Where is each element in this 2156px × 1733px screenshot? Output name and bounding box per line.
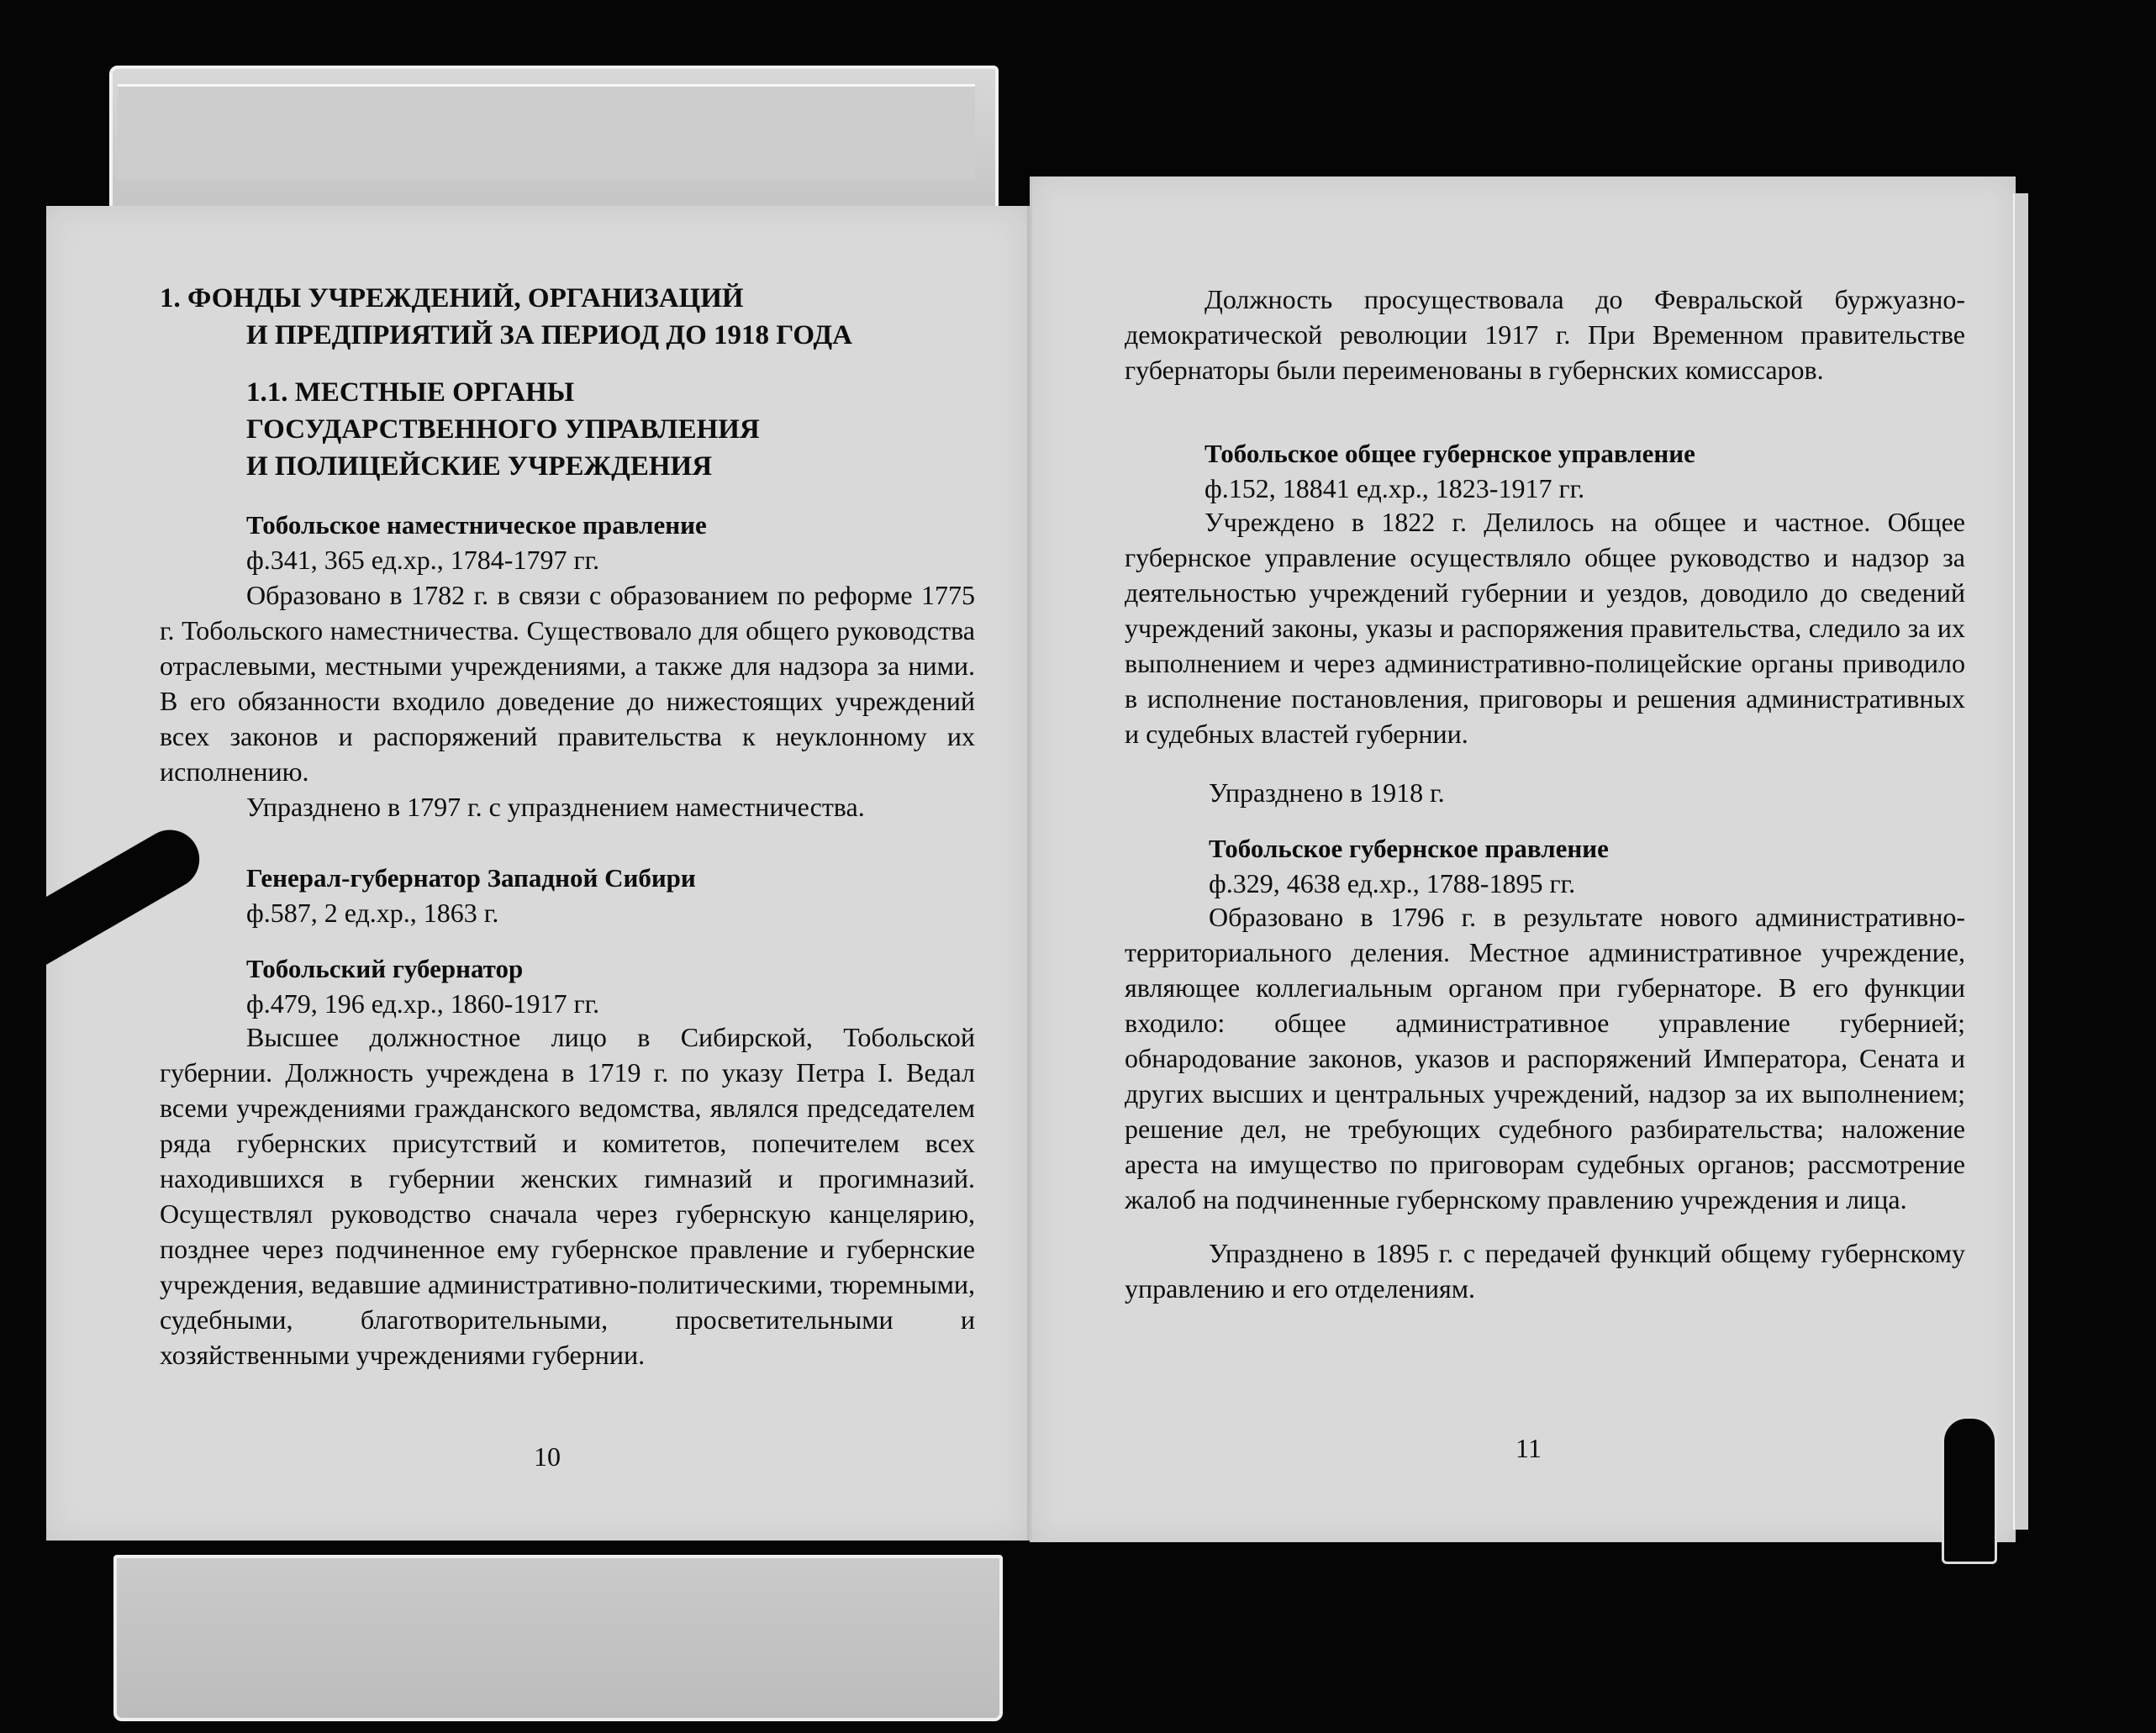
entry-body-namestnicheskoe: Образовано в 1782 г. в связи с образованием по реформе 1775 г. Тобольского наместничества. Существовало для общего руководства отраслевыми, местными учреждениями, а также для надзора за ними. В его обязанности входило доведение до нижестоящих учреждений всех законов и распоряжений правительства к неуклонному их исполнению. xyxy=(160,580,975,787)
entry-title-namestnicheskoe: Тобольское наместническое правление xyxy=(246,510,707,540)
entry-title-gubernskoe-pravlenie: Тобольское губернское правление xyxy=(1209,834,1609,863)
entry-body-gubernskoe-pravlenie: Образовано в 1796 г. в результате нового административно-территориального деления. Местное административное учреждение, являющее коллегиальным органом при губернаторе. В его функции входило: общее административное управление губернией; обнародование законов, указов и распоряжений Императора, Сената и других высших и центральных учреждений, надзор за их выполнением; решение дел, не требующих судебного разбирательства; наложение ареста на имущество по приговорам судебных органов; рассмотрение жалоб на подчиненные губернскому правлению учреждения и лица. xyxy=(1125,902,1965,1214)
entry-title-governor: Тобольский губернатор xyxy=(246,954,524,983)
right-page xyxy=(1030,176,2016,1542)
entry-title-general-governor: Генерал-губернатор Западной Сибири xyxy=(246,863,696,893)
entry-ref-general-governor: ф.587, 2 ед.хр., 1863 г. xyxy=(246,898,499,928)
entry-end-namestnicheskoe: Упразднено в 1797 г. с упразднением наместничества. xyxy=(246,792,865,822)
entry-ref-governor: ф.479, 196 ед.хр., 1860-1917 гг. xyxy=(246,988,600,1019)
page-clip-right xyxy=(1942,1416,1997,1564)
entry-body-obshchee-upravlenie: Учреждено в 1822 г. Делилось на общее и частное. Общее губернское управление осуществляло общее руководство и надзор за деятельностью учреждений губернии и уездов, доводило до сведений учреждений законы, указы и распоряжения правительства, следило за их выполнением и через административно-полицейские органы приводило в исполнение постановления, приговоры и решения административных и судебных властей губернии. xyxy=(1125,507,1965,749)
entry-end-obshchee-upravlenie: Упразднено в 1918 г. xyxy=(1209,777,1445,808)
entry-ref-gubernskoe-pravlenie: ф.329, 4638 ед.хр., 1788-1895 гг. xyxy=(1209,868,1576,898)
intro-paragraph: Должность просуществовала до Февральской буржуазно-демократической революции 1917 г. При Временном правительстве губернаторы были переименованы в губернских комиссаров. xyxy=(1125,284,1965,385)
entry-ref-obshchee-upravlenie: ф.152, 18841 ед.хр., 1823-1917 гг. xyxy=(1205,473,1585,503)
entry-ref-namestnicheskoe: ф.341, 365 ед.хр., 1784-1797 гг. xyxy=(246,545,600,575)
page-number-left: 10 xyxy=(534,1441,561,1472)
book-stack-top-edge xyxy=(118,84,975,179)
subsection-heading-line2: ГОСУДАРСТВЕННОГО УПРАВЛЕНИЯ xyxy=(246,414,760,445)
entry-body-governor: Высшее должностное лицо в Сибирской, Тобольской губернии. Должность учреждена в 1719 г. по указу Петра I. Ведал всеми учреждениями гражданского ведомства, являлся председателем ряда губернских присутствий и комитетов, попечителем всех находившихся в губернии женских гимназий и прогимназий. Осуществлял руководство сначала через губернскую канцелярию, позднее через подчиненное ему губернское правление и губернские учреждения, ведавшие административно-политическими, тюремными, судебными, благотворительными, просветительными и хозяйственными учреждениями губернии. xyxy=(160,1022,975,1370)
entry-title-obshchee-upravlenie: Тобольское общее губернское управление xyxy=(1205,439,1695,468)
book-stack-bottom xyxy=(113,1555,1003,1721)
entry-end-gubernskoe-pravlenie: Упразднено в 1895 г. с передачей функций общему губернскому управлению и его отделениям. xyxy=(1125,1238,1965,1304)
section-heading-line2: И ПРЕДПРИЯТИЙ ЗА ПЕРИОД ДО 1918 ГОДА xyxy=(246,320,852,350)
page-edge-right xyxy=(2013,193,2028,1530)
page-number-right: 11 xyxy=(1516,1433,1542,1463)
subsection-heading-line3: И ПОЛИЦЕЙСКИЕ УЧРЕЖДЕНИЯ xyxy=(246,451,713,482)
section-heading-line1: 1. ФОНДЫ УЧРЕЖДЕНИЙ, ОРГАНИЗАЦИЙ xyxy=(160,283,744,313)
subsection-heading-line1: 1.1. МЕСТНЫЕ ОРГАНЫ xyxy=(246,377,575,408)
